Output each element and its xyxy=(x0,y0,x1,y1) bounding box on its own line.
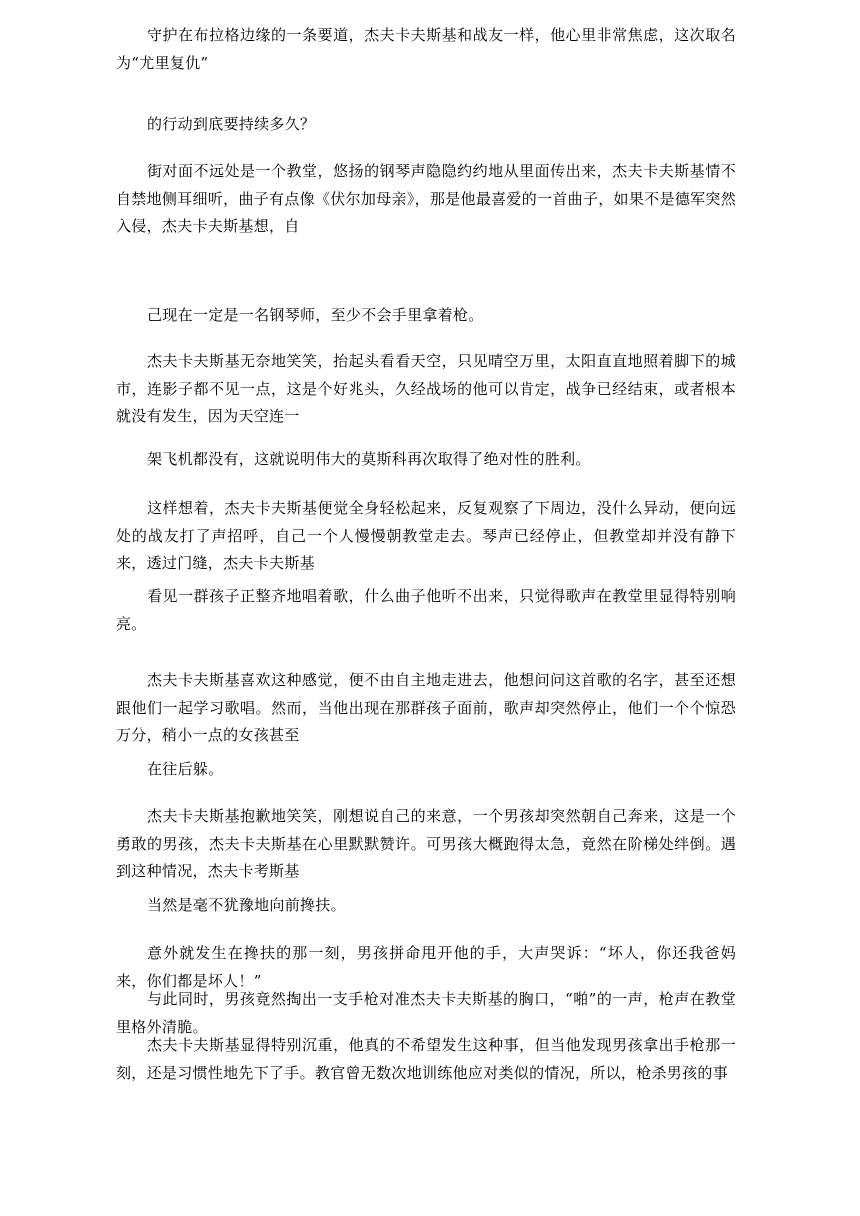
paragraph: 己现在一定是一名钢琴师，至少不会手里拿着枪。 xyxy=(147,306,484,324)
paragraph: 与此同时，男孩竟然掏出一支手枪对准杰夫卡夫斯基的胸口，“啪”的一声，枪声在教堂里格外清脆。 xyxy=(116,990,736,1036)
paragraph: 当然是毫不犹豫地向前搀扶。 xyxy=(147,896,346,914)
paragraph: 街对面不远处是一个教堂，悠扬的钢琴声隐隐约约地从里面传出来，杰夫卡夫斯基情不自禁地侧耳细听，曲子有点像《伏尔加母亲》，那是他最喜爱的一首曲子，如果不是德军突然入侵，杰夫卡夫斯基想，自 xyxy=(116,162,736,235)
paragraph: 看见一群孩子正整齐地唱着歌，什么曲子他听不出来，只觉得歌声在教堂里显得特别响亮。 xyxy=(116,587,736,633)
paragraph: 架飞机都没有，这就说明伟大的莫斯科再次取得了绝对性的胜利。 xyxy=(147,450,591,468)
paragraph: 杰夫卡夫斯基无奈地笑笑，抬起头看看天空，只见晴空万里，太阳直直地照着脚下的城市，连影子都不见一点，这是个好兆头，久经战场的他可以肯定，战争已经结束，或者根本就没有发生，因为天空连一 xyxy=(116,352,736,425)
paragraph: 的行动到底要持续多久？ xyxy=(147,115,316,133)
paragraph: 杰夫卡夫斯基显得特别沉重，他真的不希望发生这种事，但当他发现男孩拿出手枪那一刻，还是习惯性地先下了手。教官曾无数次地训练他应对类似的情况，所以，枪杀男孩的事 xyxy=(116,1036,736,1082)
paragraph: 在往后躲。 xyxy=(147,760,224,778)
paragraph: 杰夫卡夫斯基抱歉地笑笑，刚想说自己的来意，一个男孩却突然朝自己奔来，这是一个勇敢的男孩，杰夫卡夫斯基在心里默默赞许。可男孩大概跑得太急，竟然在阶梯处绊倒。遇到这种情况，杰夫卡考斯基 xyxy=(116,807,736,880)
paragraph: 杰夫卡夫斯基喜欢这种感觉，便不由自主地走进去，他想问问这首歌的名字，甚至还想跟他们一起学习歌唱。然而，当他出现在那群孩子面前，歌声却突然停止，他们一个个惊恐万分，稍小一点的女孩甚至 xyxy=(116,671,736,744)
paragraph: 这样想着，杰夫卡夫斯基便觉全身轻松起来，反复观察了下周边，没什么异动，便向远处的战友打了声招呼，自己一个人慢慢朝教堂走去。琴声已经停止，但教堂却并没有静下来，透过门缝，杰夫卡夫斯基 xyxy=(116,499,736,572)
document-page xyxy=(116,0,748,1216)
paragraph: 守护在布拉格边缘的一条要道，杰夫卡夫斯基和战友一样，他心里非常焦虑，这次取名为“尤里复仇” xyxy=(116,26,736,72)
paragraph: 意外就发生在搀扶的那一刻，男孩拼命甩开他的手，大声哭诉：“坏人，你还我爸妈来，你们都是坏人！” xyxy=(116,944,736,990)
